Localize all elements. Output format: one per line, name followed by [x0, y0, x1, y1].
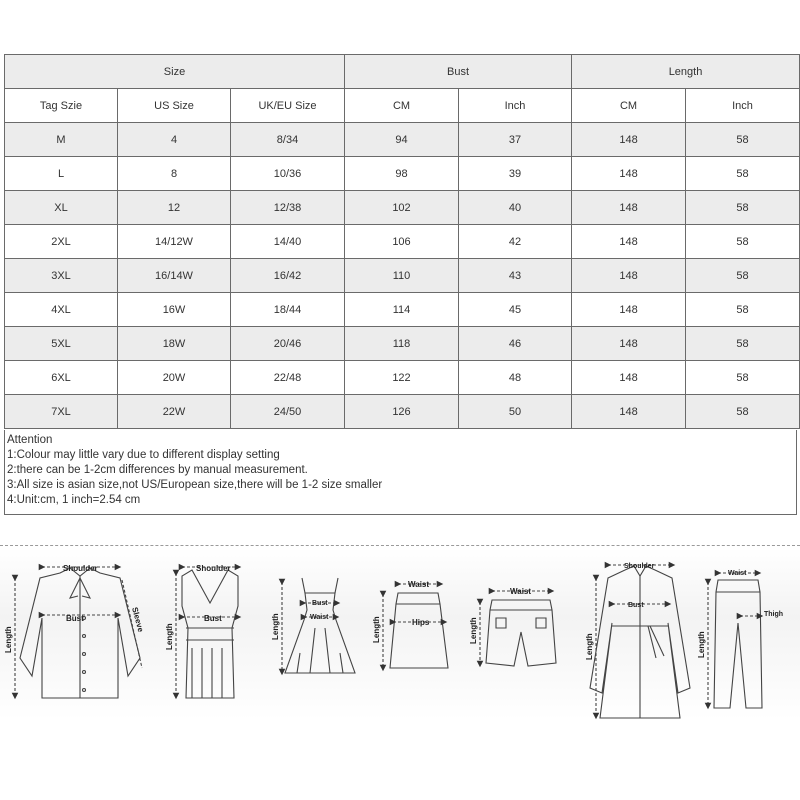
table-cell: 37: [459, 123, 572, 157]
column-header: US Size: [118, 89, 231, 123]
table-cell: L: [5, 157, 118, 191]
shirt-shoulder-label: Shoulder: [63, 564, 98, 573]
table-row: [5, 123, 800, 157]
shirt-sleeve-label: Sleeve: [130, 606, 146, 634]
measurement-guide: [0, 548, 800, 728]
table-cell: 58: [686, 157, 800, 191]
shorts-diagram: [480, 591, 556, 666]
group-header-row: [5, 55, 800, 89]
column-header: UK/EU Size: [231, 89, 345, 123]
shorts-length-label: Length: [469, 617, 478, 644]
table-cell: 4: [118, 123, 231, 157]
coat-shoulder-label: Shoulder: [624, 563, 655, 570]
table-cell: 148: [572, 395, 686, 429]
shirt-length-label: Length: [4, 626, 13, 653]
top-shoulder-label: Shoulder: [196, 564, 231, 573]
table-cell: 7XL: [5, 395, 118, 429]
pants-waist-label: Waist: [728, 570, 747, 577]
table-cell: 58: [686, 361, 800, 395]
coat-length-label: Length: [585, 633, 594, 660]
table-cell: 45: [459, 293, 572, 327]
coat-bust-label: Bust: [628, 602, 644, 609]
table-cell: 58: [686, 395, 800, 429]
pants-length-label: Length: [697, 631, 706, 658]
table-cell: 148: [572, 191, 686, 225]
pants-diagram: [708, 573, 762, 708]
table-cell: 20/46: [231, 327, 345, 361]
table-cell: 58: [686, 327, 800, 361]
table-cell: 110: [345, 259, 459, 293]
table-cell: 148: [572, 123, 686, 157]
table-cell: 3XL: [5, 259, 118, 293]
pants-thigh-label: Thigh: [764, 611, 784, 618]
table-cell: 148: [572, 157, 686, 191]
table-cell: 58: [686, 259, 800, 293]
table-cell: 18/44: [231, 293, 345, 327]
table-row: [5, 361, 800, 395]
size-chart-table: [4, 54, 800, 429]
table-cell: 22/48: [231, 361, 345, 395]
table-cell: 148: [572, 293, 686, 327]
table-cell: 24/50: [231, 395, 345, 429]
table-cell: 43: [459, 259, 572, 293]
skirt-hips-label: Hips: [412, 618, 430, 627]
table-cell: 118: [345, 327, 459, 361]
attention-notes: [4, 430, 797, 515]
column-header: Inch: [459, 89, 572, 123]
table-cell: 148: [572, 327, 686, 361]
column-header: Tag Szie: [5, 89, 118, 123]
shirt-diagram: [15, 567, 142, 698]
shirt-bust-label: Bust: [66, 614, 84, 623]
table-cell: 114: [345, 293, 459, 327]
table-cell: 40: [459, 191, 572, 225]
table-cell: 16/14W: [118, 259, 231, 293]
table-cell: 20W: [118, 361, 231, 395]
section-divider: [0, 545, 800, 546]
sub-header-row: [5, 89, 800, 123]
table-cell: 16W: [118, 293, 231, 327]
table-cell: 46: [459, 327, 572, 361]
table-row: [5, 293, 800, 327]
shorts-waist-label: Waist: [510, 587, 532, 596]
attention-note: 3:All size is asian size,not US/European size,there will be 1-2 size smaller: [7, 479, 383, 491]
table-cell: 148: [572, 361, 686, 395]
table-cell: 50: [459, 395, 572, 429]
table-cell: 8: [118, 157, 231, 191]
table-cell: 94: [345, 123, 459, 157]
table-row: [5, 395, 800, 429]
measurement-diagrams: [0, 548, 800, 728]
table-cell: 122: [345, 361, 459, 395]
top-diagram: [176, 567, 238, 698]
table-cell: 148: [572, 225, 686, 259]
size-chart-table-wrap: [4, 54, 799, 429]
attention-note: 2:there can be 1-2cm differences by manual measurement.: [7, 464, 308, 476]
table-cell: M: [5, 123, 118, 157]
table-cell: 42: [459, 225, 572, 259]
table-cell: 6XL: [5, 361, 118, 395]
skirt-waist-label: Waist: [408, 580, 430, 589]
size-rows: [5, 123, 800, 429]
table-cell: 48: [459, 361, 572, 395]
table-row: [5, 191, 800, 225]
table-row: [5, 157, 800, 191]
table-cell: 16/42: [231, 259, 345, 293]
group-header-size: Size: [5, 55, 345, 89]
table-cell: 2XL: [5, 225, 118, 259]
table-cell: 58: [686, 225, 800, 259]
table-cell: 12/38: [231, 191, 345, 225]
attention-note: 1:Colour may little vary due to different display setting: [7, 449, 280, 461]
table-cell: 148: [572, 259, 686, 293]
dress-diagram: [282, 578, 355, 673]
top-length-label: Length: [165, 623, 174, 650]
column-header: CM: [345, 89, 459, 123]
table-cell: 12: [118, 191, 231, 225]
table-cell: 98: [345, 157, 459, 191]
table-cell: 58: [686, 191, 800, 225]
table-row: [5, 327, 800, 361]
table-cell: 106: [345, 225, 459, 259]
table-row: [5, 259, 800, 293]
table-cell: 14/12W: [118, 225, 231, 259]
table-cell: 39: [459, 157, 572, 191]
group-header-length: Length: [572, 55, 800, 89]
table-cell: 102: [345, 191, 459, 225]
dress-length-label: Length: [271, 613, 280, 640]
column-header: CM: [572, 89, 686, 123]
skirt-length-label: Length: [372, 616, 381, 643]
attention-title: Attention: [7, 434, 53, 446]
attention-note: 4:Unit:cm, 1 inch=2.54 cm: [7, 494, 141, 506]
top-bust-label: Bust: [204, 614, 222, 623]
table-cell: 126: [345, 395, 459, 429]
column-header: Inch: [686, 89, 800, 123]
table-cell: 58: [686, 293, 800, 327]
coat-diagram: [590, 565, 690, 718]
dress-bust-label: Bust: [312, 600, 328, 607]
table-cell: 10/36: [231, 157, 345, 191]
table-cell: 8/34: [231, 123, 345, 157]
table-cell: 18W: [118, 327, 231, 361]
table-cell: XL: [5, 191, 118, 225]
table-row: [5, 225, 800, 259]
group-header-bust: Bust: [345, 55, 572, 89]
table-cell: 14/40: [231, 225, 345, 259]
table-cell: 5XL: [5, 327, 118, 361]
table-cell: 58: [686, 123, 800, 157]
dress-waist-label: Waist: [310, 614, 329, 621]
table-cell: 22W: [118, 395, 231, 429]
table-cell: 4XL: [5, 293, 118, 327]
